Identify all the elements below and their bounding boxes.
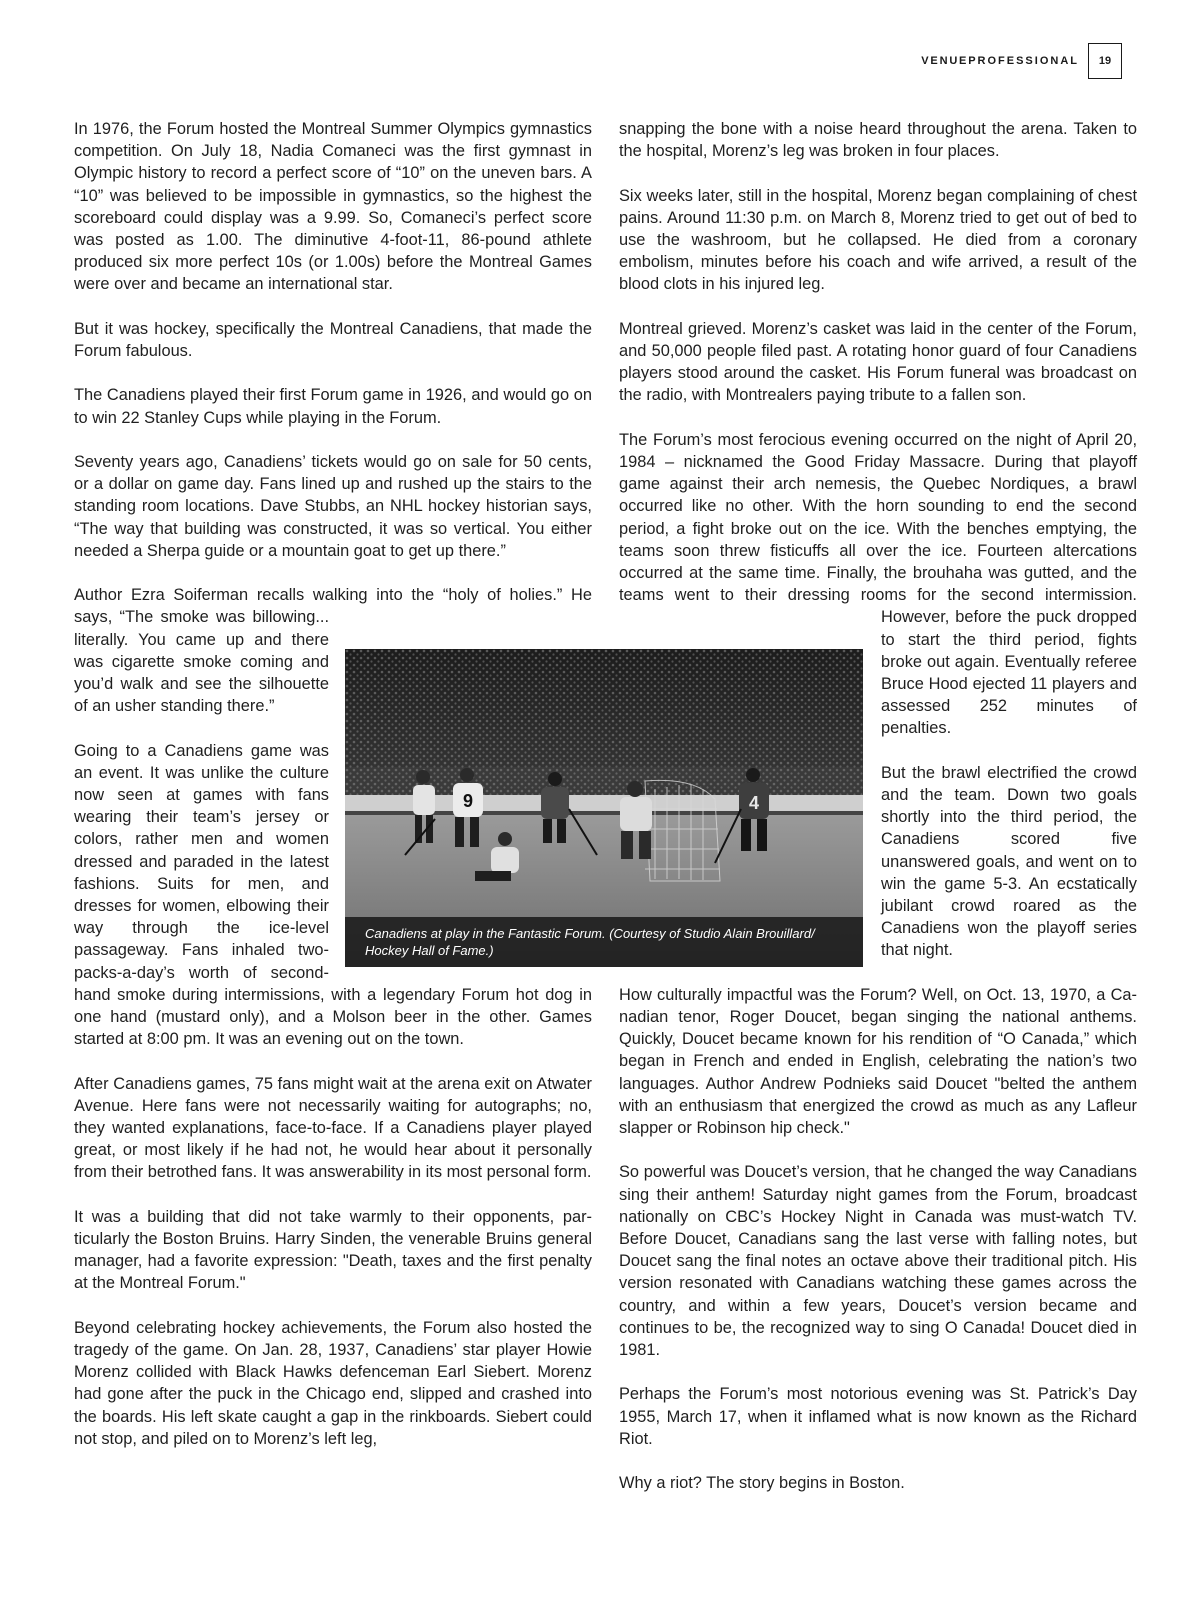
paragraph: But it was hockey, specifically the Montreal Canadiens, that made the Forum fabulous. (74, 319, 592, 361)
paragraph: Author Ezra Soiferman recalls walking into the “holy of holies.” He says, “The smoke was billowing... literally. You came up and there was cigarette smoke coming and you’d walk and see the silhouette of an usher standing there.” (74, 586, 592, 716)
page-header (921, 43, 1122, 79)
paragraph: Beyond celebrating hockey achievements, the Forum also hosted the tragedy of the game. On Jan. 28, 1937, Canadiens’ star player Howie Morenz collided with Black Hawks defenceman Earl Siebert. Morenz had gone after the puck in the Chicago end, slipped and crashed into the boards. His left skate caught a gap in the rinkboards. Siebert could not stop, and piled on to Morenz’s left leg, (74, 1318, 592, 1448)
paragraph: Six weeks later, still in the hospital, Morenz began complaining of chest pains. Around 11:30 p.m. on March 8, Morenz tried to get out of bed to use the washroom, but he collapsed. He died from a coronary embolism, minutes before his coach and wife arrived, a result of the blood clots in his injured leg. (619, 186, 1137, 294)
jersey-number-9: 9 (462, 791, 474, 811)
paragraph: Perhaps the Forum’s most notorious evening was St. Patrick’s Day 1955, March 17, when it inflamed what is now known as the Richard Riot. (619, 1385, 1137, 1448)
paragraph: How culturally impactful was the Forum? Well, on Oct. 13, 1970, a Canadian tenor, Roger Doucet, began singing the national anthems. Quickly, Doucet became known for his rendition of “O Canada,” which began in French and ended in English, celebrating the nation’s two languages. Author Andrew Podnieks said Doucet "belted the anthem with an enthusiasm that energized the crowd as much as any Lafleur slapper or Robinson hip check." (619, 985, 1137, 1138)
jersey-number-4: 4 (748, 793, 760, 813)
paragraph: snapping the bone with a noise heard throughout the arena. Taken to the hospital, Morenz’s leg was broken in four places. (619, 120, 1137, 161)
photo-caption: Canadiens at play in the Fantastic Forum. (Courtesy of Studio Alain Brouillard/ Hockey Hall of Fame.) (345, 917, 863, 967)
paragraph: The Canadiens played their first Forum game in 1926, and would go on to win 22 Stanley Cups while playing in the Forum. (74, 386, 592, 427)
masthead-professional: PROFESSIONAL (968, 55, 1079, 67)
crowd-texture (345, 649, 863, 779)
paragraph: So powerful was Doucet’s version, that he changed the way Canadians sing their anthem! Saturday night games from the Forum, broadcast nationally on CBC’s Hockey Night in Canada was must-watch TV. Before Doucet, Canadians sang the last verse with falling notes, but Doucet sang the final notes an octave above their traditional pitch. His version resonated with Canadians watching these games across the country, and within a few years, Doucet’s version became and continues to be, the recognized way to sing O Canada! Doucet died in 1981. (619, 1163, 1137, 1360)
paragraph: Going to a Canadiens game was an event. It was unlike the culture now seen at games with fans wearing their team’s jersey or colors, rather men and women dressed and paraded in the latest fashions. Suits for men, and dresses for women, elbowing their way through the ice-level passageway. Fans inhaled two-packs-a-day’s worth of second-hand smoke during intermissions, with a legendary Forum hot dog in one hand (mustard only), and a Molson beer in the other. Games started at 8:00 pm. It was an evening out on the town. (74, 741, 592, 1049)
paragraph: It was a building that did not take warmly to their opponents, particularly the Boston Bruins. Harry Sinden, the venerable Bruins general manager, had a favorite expression: "Death, taxes and the first penalty at the Montreal Forum." (74, 1207, 592, 1293)
page-number: 19 (1088, 43, 1122, 79)
paragraph: In 1976, the Forum hosted the Montreal Summer Olympics gymnastics competition. On July 18, Nadia Comaneci was the first gymnast in Olympic history to record a perfect score of “10” on the uneven bars. A “10” was believed to be impossible in gymnastics, so the highest the scoreboard could display was a 9.99. So, Comaneci’s perfect score was posted as 1.00. The diminutive 4-foot-11, 86-pound athlete produced six more perfect 10s (or 1.00s) before the Montreal Games were over and became an international star. (74, 120, 592, 294)
paragraph: The Forum’s most ferocious evening occurred on the night of April 20, 1984 – nicknamed the Good Friday Massacre. During that playoff game against their arch nemesis, the Quebec Nordiques, a brawl occurred like no other. With the horn sounding to end the second period, a fight broke out on the ice. With the benches emptying, the teams soon threw fisticuffs all over the ice. Fourteen altercations occurred at the same time. Finally, the brouhaha was gutted, and the teams went to their dressing rooms for the second intermission. However, before the puck dropped to start the third period, fights broke out again. Eventually referee Bruce Hood ejected 11 players and assessed 252 minutes of penalties. (619, 430, 1137, 738)
paragraph: But the brawl electrified the crowd and the team. Down two goals shortly into the third period, the Canadiens scored five unanswered goals, and went on to win the game 5-3. An ecstatically jubilant crowd roared as the Canadiens won the playoff series that night. (881, 763, 1137, 960)
paragraph: Why a riot? The story begins in Boston. (619, 1474, 905, 1493)
masthead-venue: VENUE (921, 55, 969, 67)
hockey-photo (345, 649, 863, 967)
paragraph: Montreal grieved. Morenz’s casket was laid in the center of the Forum, and 50,000 people filed past. A rotating honor guard of four Canadiens players stood around the casket. His Forum funeral was broadcast on the radio, with Montrealers paying tribute to a fallen son. (619, 319, 1137, 405)
paragraph: After Canadiens games, 75 fans might wait at the arena exit on Atwater Avenue. Here fans were not necessarily waiting for autographs; no, they wanted explanations, face-to-face. If a Canadiens player played great, or most likely if he had not, he would hear about it personally from their betrothed fans. It was answerability in its most personal form. (74, 1074, 592, 1182)
paragraph: Seventy years ago, Canadiens’ tickets would go on sale for 50 cents, or a dollar on game day. Fans lined up and rushed up the stairs to the standing room locations. Dave Stubbs, an NHL hockey historian says, “The way that building was constructed, it was so vertical. You either needed a Sherpa guide or a mountain goat to get up there.” (74, 453, 592, 560)
magazine-masthead (921, 55, 1079, 67)
